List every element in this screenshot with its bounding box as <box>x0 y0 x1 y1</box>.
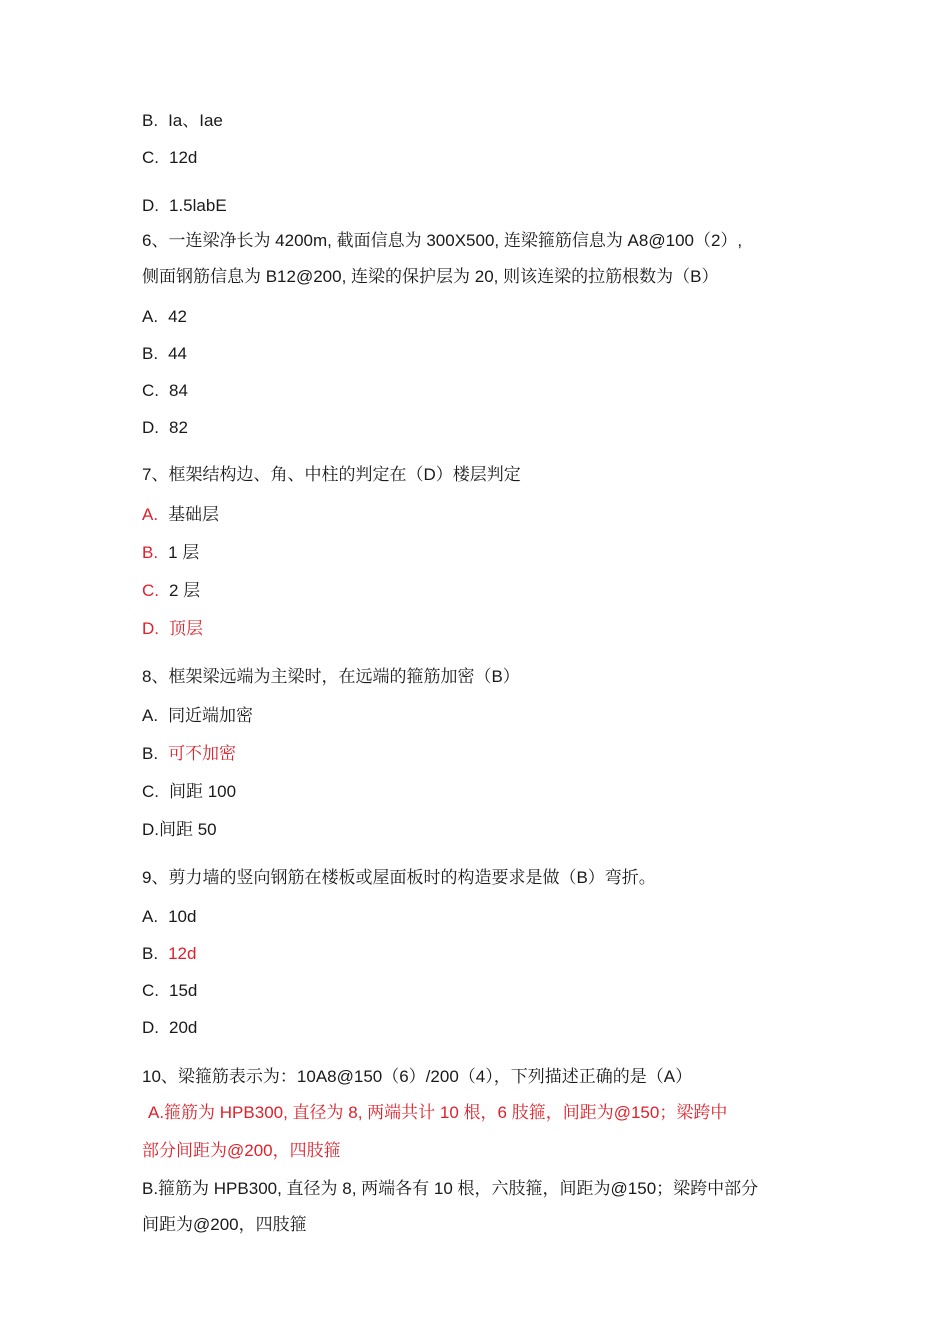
option-text: 顶层 <box>169 619 203 638</box>
q10-option-b-line2: 间距为@200，四肢箍 <box>142 1215 307 1234</box>
option-label: D. <box>142 619 159 638</box>
q8-option-b-correct <box>142 742 236 766</box>
option-label: B. <box>142 111 159 130</box>
option-label: D. <box>142 196 159 215</box>
q8-question: 8、框架梁远端为主梁时，在远端的箍筋加密（B） <box>142 667 520 686</box>
option-label: D. <box>142 1018 159 1037</box>
option-text: 间距 50 <box>159 820 217 839</box>
option-text: Ia、Iae <box>168 111 223 130</box>
q7-option-d-correct <box>142 617 203 641</box>
option-label: A. <box>142 706 159 725</box>
option-label: A. <box>142 307 159 326</box>
option-label: C. <box>142 381 159 400</box>
option-text: 间距 100 <box>169 782 237 801</box>
q5-option-b <box>142 109 223 133</box>
q5-option-c <box>142 146 197 170</box>
q9-option-b-correct <box>142 942 196 966</box>
q9-option-a <box>142 905 196 929</box>
option-label: B. <box>142 744 159 763</box>
q8-option-d <box>142 818 217 842</box>
option-text: 10d <box>168 907 197 926</box>
q6-option-b <box>142 342 187 366</box>
q7-option-c <box>142 579 200 603</box>
q7-option-b <box>142 541 199 565</box>
q10-option-a-line1-correct: A.箍筋为 HPB300, 直径为 8, 两端共计 10 根，6 肢箍，间距为@150；梁跨中 <box>148 1103 728 1122</box>
option-text: 15d <box>169 981 198 1000</box>
option-text: 可不加密 <box>168 744 237 763</box>
q8-option-c <box>142 780 236 804</box>
q10-option-a-line2-correct: 部分间距为@200，四肢箍 <box>142 1141 341 1160</box>
option-text: 基础层 <box>168 505 220 524</box>
q9-option-d <box>142 1016 197 1040</box>
q6-option-d <box>142 416 188 440</box>
option-text: 20d <box>169 1018 198 1037</box>
option-text: 82 <box>169 418 188 437</box>
q9-question: 9、剪力墙的竖向钢筋在楼板或屋面板时的构造要求是做（B）弯折。 <box>142 868 656 887</box>
option-label: B. <box>142 344 159 363</box>
q8-option-a <box>142 704 253 728</box>
option-text: 1 层 <box>168 543 200 562</box>
q5-option-d <box>142 194 227 218</box>
option-text: 1.5labE <box>169 196 227 215</box>
option-label: C. <box>142 981 159 1000</box>
q10-question: 10、梁箍筋表示为：10A8@150（6）/200（4），下列描述正确的是（A） <box>142 1067 693 1086</box>
q10-option-b-line1: B.箍筋为 HPB300, 直径为 8, 两端各有 10 根，六肢箍，间距为@150；梁跨中部分 <box>142 1179 759 1198</box>
option-label: B. <box>142 944 159 963</box>
option-text: 同近端加密 <box>168 706 254 725</box>
option-label: C. <box>142 782 159 801</box>
q9-option-c <box>142 979 197 1003</box>
option-text: 84 <box>169 381 188 400</box>
q6-option-c <box>142 379 188 403</box>
q7-question: 7、框架结构边、角、中柱的判定在（D）楼层判定 <box>142 465 521 484</box>
option-label: C. <box>142 581 159 600</box>
option-label: B. <box>142 543 159 562</box>
option-label: C. <box>142 148 159 167</box>
q6-question-line1: 6、一连梁净长为 4200m, 截面信息为 300X500, 连梁箍筋信息为 A8@100（2）, <box>142 231 743 250</box>
q6-question-line2: 侧面钢筋信息为 B12@200, 连梁的保护层为 20, 则该连梁的拉筋根数为（B） <box>142 267 719 286</box>
option-text: 12d <box>169 148 198 167</box>
option-label: D. <box>142 418 159 437</box>
option-label: A. <box>142 505 159 524</box>
option-text: 42 <box>168 307 187 326</box>
q7-option-a <box>142 503 219 527</box>
option-label: D. <box>142 820 159 839</box>
option-text: 44 <box>168 344 187 363</box>
q6-option-a <box>142 305 187 329</box>
option-label: A. <box>142 907 159 926</box>
option-text: 12d <box>168 944 197 963</box>
option-text: 2 层 <box>169 581 201 600</box>
